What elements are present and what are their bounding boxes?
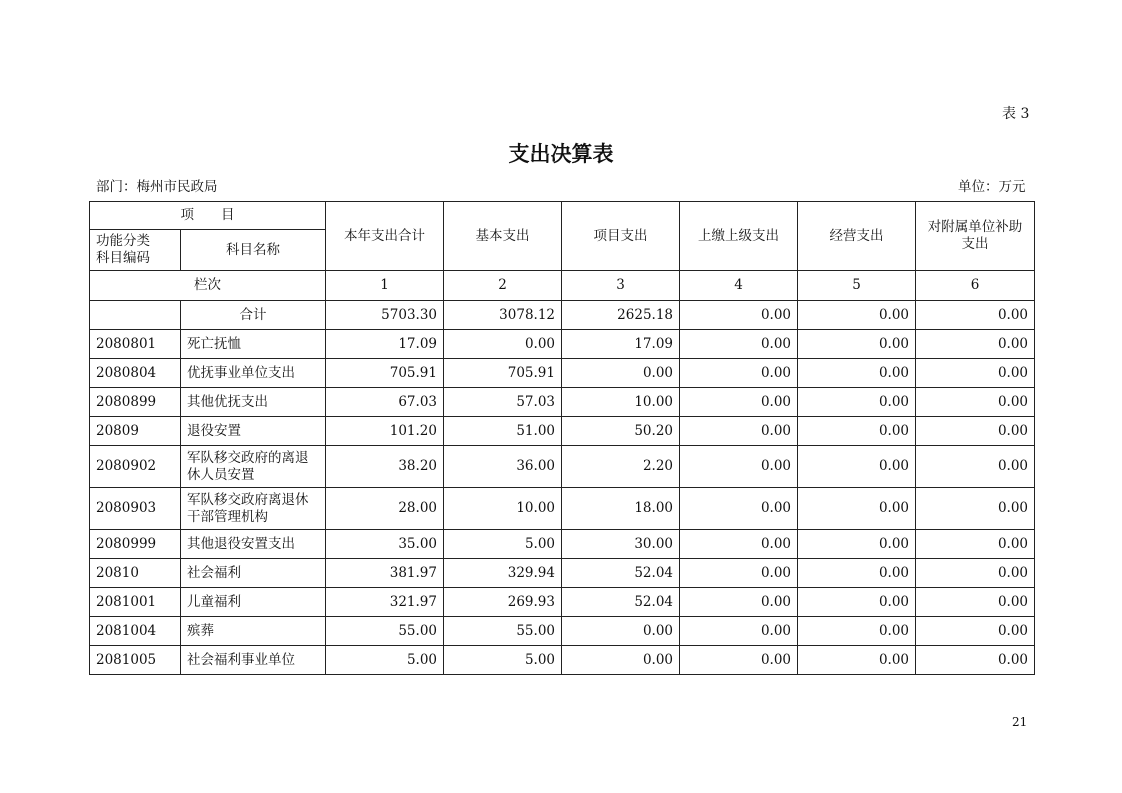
row-value: 101.20: [326, 417, 444, 446]
row-value: 52.04: [562, 559, 680, 588]
table-row: [90, 446, 1035, 488]
row-value: 50.20: [562, 417, 680, 446]
row-value: 0.00: [680, 559, 798, 588]
column-header: 上缴上级支出: [680, 202, 798, 271]
row-value: 55.00: [444, 617, 562, 646]
row-value: 0.00: [562, 617, 680, 646]
document-title: 支出决算表: [508, 142, 614, 166]
name-header: 科目名称: [181, 230, 326, 271]
total-value: 0.00: [680, 301, 798, 330]
column-index: 3: [562, 271, 680, 301]
row-value: 36.00: [444, 446, 562, 488]
row-name: 退役安置: [181, 417, 326, 446]
row-code: 2080801: [90, 330, 181, 359]
row-value: 705.91: [326, 359, 444, 388]
row-value: 269.93: [444, 588, 562, 617]
row-value: 0.00: [680, 359, 798, 388]
row-value: 0.00: [798, 559, 916, 588]
row-name: 其他退役安置支出: [181, 530, 326, 559]
row-value: 0.00: [798, 530, 916, 559]
row-value: 0.00: [798, 446, 916, 488]
unit-label: 单位：万元: [958, 179, 1026, 195]
table-row: [90, 488, 1035, 530]
total-row: [90, 301, 1035, 330]
column-header: 本年支出合计: [326, 202, 444, 271]
table-row: [90, 617, 1035, 646]
row-value: 35.00: [326, 530, 444, 559]
row-value: 67.03: [326, 388, 444, 417]
row-value: 5.00: [326, 646, 444, 675]
row-value: 10.00: [444, 488, 562, 530]
row-code: 2080899: [90, 388, 181, 417]
row-value: 57.03: [444, 388, 562, 417]
column-index: 1: [326, 271, 444, 301]
row-value: 0.00: [916, 559, 1035, 588]
row-value: 38.20: [326, 446, 444, 488]
row-name: 社会福利: [181, 559, 326, 588]
table-row: [90, 388, 1035, 417]
column-header: 经营支出: [798, 202, 916, 271]
table-row: [90, 359, 1035, 388]
table-row: [90, 330, 1035, 359]
column-header: 基本支出: [444, 202, 562, 271]
row-value: 17.09: [562, 330, 680, 359]
row-value: 0.00: [680, 417, 798, 446]
row-code: 2081001: [90, 588, 181, 617]
row-value: 0.00: [916, 417, 1035, 446]
table-row: [90, 588, 1035, 617]
row-value: 51.00: [444, 417, 562, 446]
row-name: 军队移交政府离退休 干部管理机构: [181, 488, 326, 530]
row-value: 0.00: [680, 446, 798, 488]
column-header: 项目支出: [562, 202, 680, 271]
row-value: 0.00: [798, 417, 916, 446]
row-value: 18.00: [562, 488, 680, 530]
row-code: 2080903: [90, 488, 181, 530]
row-value: 2.20: [562, 446, 680, 488]
code-header: 功能分类 科目编码: [90, 230, 181, 271]
table-row: [90, 646, 1035, 675]
page-number: 21: [1012, 715, 1028, 729]
total-label: 合计: [181, 301, 326, 330]
column-index: 2: [444, 271, 562, 301]
row-code: 2081004: [90, 617, 181, 646]
row-value: 5.00: [444, 530, 562, 559]
row-value: 0.00: [680, 330, 798, 359]
total-value: 0.00: [798, 301, 916, 330]
row-value: 0.00: [680, 588, 798, 617]
row-value: 0.00: [916, 446, 1035, 488]
department-label: 部门：梅州市民政局: [96, 179, 218, 195]
total-code-cell: [90, 301, 181, 330]
row-value: 30.00: [562, 530, 680, 559]
row-value: 0.00: [916, 488, 1035, 530]
row-name: 优抚事业单位支出: [181, 359, 326, 388]
row-value: 55.00: [326, 617, 444, 646]
row-value: 0.00: [680, 388, 798, 417]
row-value: 381.97: [326, 559, 444, 588]
row-value: 0.00: [798, 646, 916, 675]
row-value: 0.00: [916, 359, 1035, 388]
row-value: 329.94: [444, 559, 562, 588]
table-number: 表 3: [1002, 106, 1030, 122]
table-row: [90, 559, 1035, 588]
project-group-header: 项 目: [90, 202, 326, 230]
row-value: 0.00: [444, 330, 562, 359]
row-value: 17.09: [326, 330, 444, 359]
row-name: 其他优抚支出: [181, 388, 326, 417]
total-value: 5703.30: [326, 301, 444, 330]
row-value: 0.00: [798, 588, 916, 617]
row-value: 0.00: [562, 646, 680, 675]
row-value: 0.00: [798, 388, 916, 417]
table-row: [90, 530, 1035, 559]
row-code: 2080804: [90, 359, 181, 388]
row-value: 0.00: [916, 617, 1035, 646]
row-value: 0.00: [916, 530, 1035, 559]
row-name: 殡葬: [181, 617, 326, 646]
row-code: 20809: [90, 417, 181, 446]
row-code: 2080902: [90, 446, 181, 488]
index-label: 栏次: [90, 271, 326, 301]
row-value: 321.97: [326, 588, 444, 617]
row-value: 705.91: [444, 359, 562, 388]
row-value: 0.00: [916, 588, 1035, 617]
row-code: 20810: [90, 559, 181, 588]
total-value: 2625.18: [562, 301, 680, 330]
row-value: 0.00: [680, 530, 798, 559]
row-value: 0.00: [680, 646, 798, 675]
row-name: 军队移交政府的离退 休人员安置: [181, 446, 326, 488]
row-value: 0.00: [680, 488, 798, 530]
total-value: 0.00: [916, 301, 1035, 330]
expenditure-table: [89, 201, 1035, 675]
row-value: 10.00: [562, 388, 680, 417]
table-row: [90, 417, 1035, 446]
row-value: 0.00: [798, 617, 916, 646]
column-index: 5: [798, 271, 916, 301]
column-index: 6: [916, 271, 1035, 301]
row-code: 2080999: [90, 530, 181, 559]
row-code: 2081005: [90, 646, 181, 675]
row-value: 0.00: [916, 646, 1035, 675]
row-value: 0.00: [916, 388, 1035, 417]
row-name: 儿童福利: [181, 588, 326, 617]
row-value: 0.00: [916, 330, 1035, 359]
row-value: 5.00: [444, 646, 562, 675]
row-value: 0.00: [562, 359, 680, 388]
row-value: 0.00: [798, 359, 916, 388]
column-index: 4: [680, 271, 798, 301]
total-value: 3078.12: [444, 301, 562, 330]
row-value: 28.00: [326, 488, 444, 530]
row-value: 0.00: [680, 617, 798, 646]
row-value: 0.00: [798, 488, 916, 530]
row-name: 社会福利事业单位: [181, 646, 326, 675]
row-value: 0.00: [798, 330, 916, 359]
row-name: 死亡抚恤: [181, 330, 326, 359]
row-value: 52.04: [562, 588, 680, 617]
column-header: 对附属单位补助支出: [916, 202, 1035, 271]
